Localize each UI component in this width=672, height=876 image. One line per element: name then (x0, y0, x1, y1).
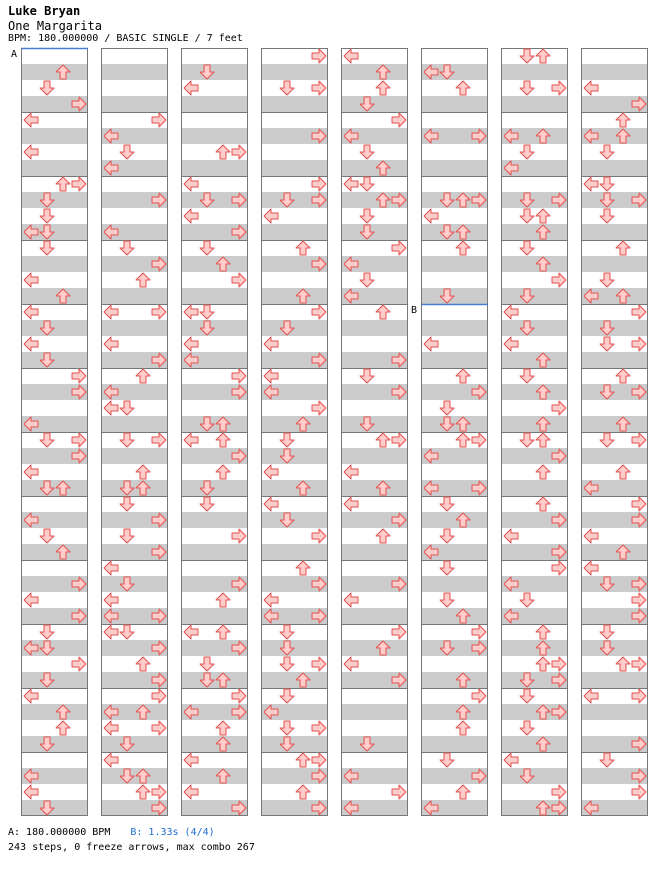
left-arrow (344, 177, 358, 191)
measure-stripe (101, 448, 168, 464)
down-arrow (120, 497, 134, 511)
down-arrow (600, 625, 614, 639)
left-arrow (264, 593, 278, 607)
right-arrow (552, 273, 566, 287)
down-arrow (360, 273, 374, 287)
right-arrow (632, 337, 646, 351)
right-arrow (232, 273, 246, 287)
measure-stripe (341, 160, 408, 176)
measure-stripe (501, 96, 568, 112)
right-arrow (472, 433, 486, 447)
up-arrow (456, 81, 470, 95)
right-arrow (392, 433, 406, 447)
right-arrow (152, 305, 166, 319)
down-arrow (440, 561, 454, 575)
measure-stripe (21, 128, 88, 144)
down-arrow (520, 433, 534, 447)
down-arrow (520, 689, 534, 703)
down-arrow (120, 529, 134, 543)
up-arrow (136, 273, 150, 287)
measure-stripe (581, 448, 648, 464)
measure-stripe (581, 352, 648, 368)
up-arrow (616, 241, 630, 255)
left-arrow (184, 625, 198, 639)
right-arrow (152, 689, 166, 703)
up-arrow (456, 433, 470, 447)
right-arrow (472, 625, 486, 639)
up-arrow (616, 465, 630, 479)
step-stats: 243 steps, 0 freeze arrows, max combo 267 (8, 842, 255, 853)
measure-stripe (341, 480, 408, 496)
up-arrow (536, 433, 550, 447)
artist-name: Luke Bryan (8, 4, 81, 18)
left-arrow (184, 177, 198, 191)
down-arrow (440, 753, 454, 767)
measure-stripe (421, 576, 488, 592)
measure-stripe (421, 256, 488, 272)
right-arrow (392, 113, 406, 127)
chart-footer (8, 825, 255, 855)
down-arrow (200, 657, 214, 671)
down-arrow (200, 241, 214, 255)
down-arrow (600, 177, 614, 191)
up-arrow (376, 529, 390, 543)
right-arrow (312, 721, 326, 735)
up-arrow (136, 465, 150, 479)
left-arrow (344, 497, 358, 511)
down-arrow (200, 305, 214, 319)
down-arrow (440, 497, 454, 511)
down-arrow (520, 241, 534, 255)
left-arrow (24, 593, 38, 607)
right-arrow (152, 113, 166, 127)
measure-stripe (501, 416, 568, 432)
down-arrow (40, 433, 54, 447)
measure-stripe (421, 672, 488, 688)
measure-stripe (581, 416, 648, 432)
measure-stripe (181, 736, 248, 752)
measure-stripe (101, 64, 168, 80)
left-arrow (344, 657, 358, 671)
measure-stripe (261, 160, 328, 176)
down-arrow (520, 81, 534, 95)
up-arrow (136, 785, 150, 799)
left-arrow (104, 401, 118, 415)
right-arrow (232, 689, 246, 703)
measure-stripe (501, 480, 568, 496)
measure-stripe (341, 64, 408, 80)
up-arrow (216, 145, 230, 159)
left-arrow (424, 337, 438, 351)
measure-stripe (581, 544, 648, 560)
measure-stripe (21, 256, 88, 272)
left-arrow (424, 209, 438, 223)
down-arrow (40, 209, 54, 223)
right-arrow (632, 593, 646, 607)
right-arrow (392, 241, 406, 255)
measure-stripe (181, 768, 248, 784)
right-arrow (232, 529, 246, 543)
left-arrow (184, 433, 198, 447)
down-arrow (280, 657, 294, 671)
right-arrow (312, 49, 326, 63)
down-arrow (520, 721, 534, 735)
measure-stripe (581, 704, 648, 720)
measure-stripe (21, 704, 88, 720)
down-arrow (40, 625, 54, 639)
left-arrow (104, 337, 118, 351)
left-arrow (184, 785, 198, 799)
measure-stripe (341, 448, 408, 464)
measure-stripe (421, 736, 488, 752)
measure-stripe (501, 640, 568, 656)
right-arrow (312, 177, 326, 191)
right-arrow (312, 753, 326, 767)
up-arrow (56, 721, 70, 735)
right-arrow (152, 785, 166, 799)
measure-stripe (181, 544, 248, 560)
up-arrow (216, 433, 230, 447)
measure-stripe (421, 320, 488, 336)
right-arrow (632, 785, 646, 799)
left-arrow (104, 561, 118, 575)
down-arrow (120, 145, 134, 159)
down-arrow (40, 529, 54, 543)
right-arrow (552, 561, 566, 575)
measure-stripe (21, 160, 88, 176)
right-arrow (312, 305, 326, 319)
up-arrow (376, 305, 390, 319)
measure-stripe (261, 480, 328, 496)
right-arrow (552, 401, 566, 415)
left-arrow (104, 721, 118, 735)
down-arrow (520, 209, 534, 223)
up-arrow (296, 561, 310, 575)
song-title: One Margarita (8, 19, 102, 33)
up-arrow (536, 49, 550, 63)
down-arrow (40, 241, 54, 255)
right-arrow (312, 529, 326, 543)
measure-stripe (421, 704, 488, 720)
up-arrow (536, 209, 550, 223)
measure-stripe (341, 544, 408, 560)
up-arrow (616, 657, 630, 671)
right-arrow (632, 657, 646, 671)
measure-stripe (181, 288, 248, 304)
down-arrow (600, 209, 614, 223)
measure-stripe (341, 704, 408, 720)
left-arrow (264, 337, 278, 351)
left-arrow (24, 785, 38, 799)
measure-stripe (581, 224, 648, 240)
down-arrow (520, 145, 534, 159)
down-arrow (440, 593, 454, 607)
left-arrow (344, 49, 358, 63)
measure-stripe (181, 96, 248, 112)
right-arrow (632, 497, 646, 511)
left-arrow (184, 209, 198, 223)
left-arrow (504, 337, 518, 351)
measure-stripe (181, 128, 248, 144)
down-arrow (600, 273, 614, 287)
left-arrow (504, 753, 518, 767)
measure-stripe (421, 96, 488, 112)
up-arrow (376, 433, 390, 447)
left-arrow (104, 593, 118, 607)
left-arrow (584, 561, 598, 575)
measure-stripe (101, 288, 168, 304)
down-arrow (40, 81, 54, 95)
up-arrow (296, 785, 310, 799)
measure-stripe (341, 608, 408, 624)
right-arrow (312, 657, 326, 671)
measure-stripe (421, 608, 488, 624)
left-arrow (184, 337, 198, 351)
right-arrow (152, 433, 166, 447)
right-arrow (232, 369, 246, 383)
measure-stripe (581, 64, 648, 80)
right-arrow (232, 145, 246, 159)
measure-stripe (421, 512, 488, 528)
right-arrow (632, 689, 646, 703)
measure-stripe (581, 672, 648, 688)
left-arrow (184, 305, 198, 319)
left-arrow (104, 753, 118, 767)
left-arrow (344, 465, 358, 479)
marker-b-label: B (411, 305, 418, 316)
down-arrow (280, 625, 294, 639)
left-arrow (584, 689, 598, 703)
measure-stripe (501, 352, 568, 368)
measure-stripe (101, 416, 168, 432)
measure-stripe (501, 224, 568, 240)
measure-stripe (21, 288, 88, 304)
down-arrow (600, 433, 614, 447)
measure-stripe (181, 256, 248, 272)
down-arrow (520, 49, 534, 63)
down-arrow (360, 177, 374, 191)
left-arrow (584, 81, 598, 95)
down-arrow (200, 497, 214, 511)
up-arrow (536, 657, 550, 671)
down-arrow (360, 145, 374, 159)
down-arrow (520, 369, 534, 383)
left-arrow (584, 177, 598, 191)
down-arrow (120, 241, 134, 255)
measure-stripe (501, 736, 568, 752)
left-arrow (24, 465, 38, 479)
up-arrow (536, 465, 550, 479)
down-arrow (280, 81, 294, 95)
up-arrow (296, 753, 310, 767)
up-arrow (136, 369, 150, 383)
measure-stripe (501, 64, 568, 80)
up-arrow (456, 241, 470, 255)
measure-stripe (261, 96, 328, 112)
left-arrow (24, 113, 38, 127)
right-arrow (392, 785, 406, 799)
left-arrow (104, 305, 118, 319)
left-arrow (584, 529, 598, 543)
measure-stripe (501, 256, 568, 272)
left-arrow (264, 369, 278, 383)
right-arrow (472, 689, 486, 703)
down-arrow (120, 625, 134, 639)
chart-meta: BPM: 180.000000 / BASIC SINGLE / 7 feet (8, 33, 243, 44)
down-arrow (360, 209, 374, 223)
right-arrow (552, 81, 566, 95)
up-arrow (536, 497, 550, 511)
measure-stripe (341, 640, 408, 656)
right-arrow (72, 369, 86, 383)
up-arrow (136, 657, 150, 671)
left-arrow (344, 593, 358, 607)
down-arrow (280, 689, 294, 703)
measure-stripe (101, 320, 168, 336)
right-arrow (312, 81, 326, 95)
measure-stripe (421, 352, 488, 368)
down-arrow (520, 593, 534, 607)
up-arrow (616, 113, 630, 127)
marker-a-label: A (11, 49, 18, 60)
right-arrow (312, 401, 326, 415)
measure-stripe (261, 64, 328, 80)
up-arrow (536, 625, 550, 639)
left-arrow (264, 465, 278, 479)
right-arrow (72, 177, 86, 191)
right-arrow (632, 433, 646, 447)
measure-stripe (501, 384, 568, 400)
up-arrow (456, 721, 470, 735)
left-arrow (24, 337, 38, 351)
up-arrow (616, 369, 630, 383)
measure-grid (21, 49, 648, 817)
left-arrow (104, 625, 118, 639)
down-arrow (360, 369, 374, 383)
right-arrow (72, 657, 86, 671)
measure-stripe (341, 320, 408, 336)
up-arrow (216, 721, 230, 735)
down-arrow (600, 753, 614, 767)
left-arrow (24, 145, 38, 159)
right-arrow (152, 721, 166, 735)
down-arrow (600, 145, 614, 159)
measure-stripe (181, 608, 248, 624)
bpm-info: A: 180.000000 BPM (8, 827, 111, 838)
measure-stripe (581, 160, 648, 176)
down-arrow (120, 401, 134, 415)
up-arrow (56, 177, 70, 191)
up-arrow (456, 369, 470, 383)
right-arrow (72, 433, 86, 447)
down-arrow (280, 433, 294, 447)
measure-stripe (101, 96, 168, 112)
right-arrow (632, 305, 646, 319)
measure-stripe (181, 160, 248, 176)
up-arrow (216, 625, 230, 639)
left-arrow (264, 209, 278, 223)
stop-info: B: 1.33s (4/4) (130, 827, 215, 838)
right-arrow (392, 625, 406, 639)
down-arrow (440, 401, 454, 415)
measure-stripe (261, 416, 328, 432)
left-arrow (504, 529, 518, 543)
down-arrow (600, 337, 614, 351)
down-arrow (440, 529, 454, 543)
measure-stripe (261, 224, 328, 240)
up-arrow (376, 81, 390, 95)
measure-stripe (181, 512, 248, 528)
up-arrow (216, 465, 230, 479)
measure-stripe (261, 288, 328, 304)
left-arrow (504, 305, 518, 319)
left-arrow (184, 81, 198, 95)
measure-stripe (21, 544, 88, 560)
down-arrow (120, 433, 134, 447)
down-arrow (280, 721, 294, 735)
measure-stripe (581, 256, 648, 272)
measure-stripe (21, 64, 88, 80)
up-arrow (456, 785, 470, 799)
up-arrow (216, 593, 230, 607)
left-arrow (24, 689, 38, 703)
left-arrow (264, 497, 278, 511)
measure-stripe (261, 672, 328, 688)
footer-timing-line (8, 825, 255, 840)
left-arrow (24, 273, 38, 287)
left-arrow (184, 753, 198, 767)
right-arrow (552, 657, 566, 671)
measure-stripe (421, 160, 488, 176)
left-arrow (24, 305, 38, 319)
measure-stripe (261, 544, 328, 560)
right-arrow (552, 785, 566, 799)
up-arrow (296, 241, 310, 255)
